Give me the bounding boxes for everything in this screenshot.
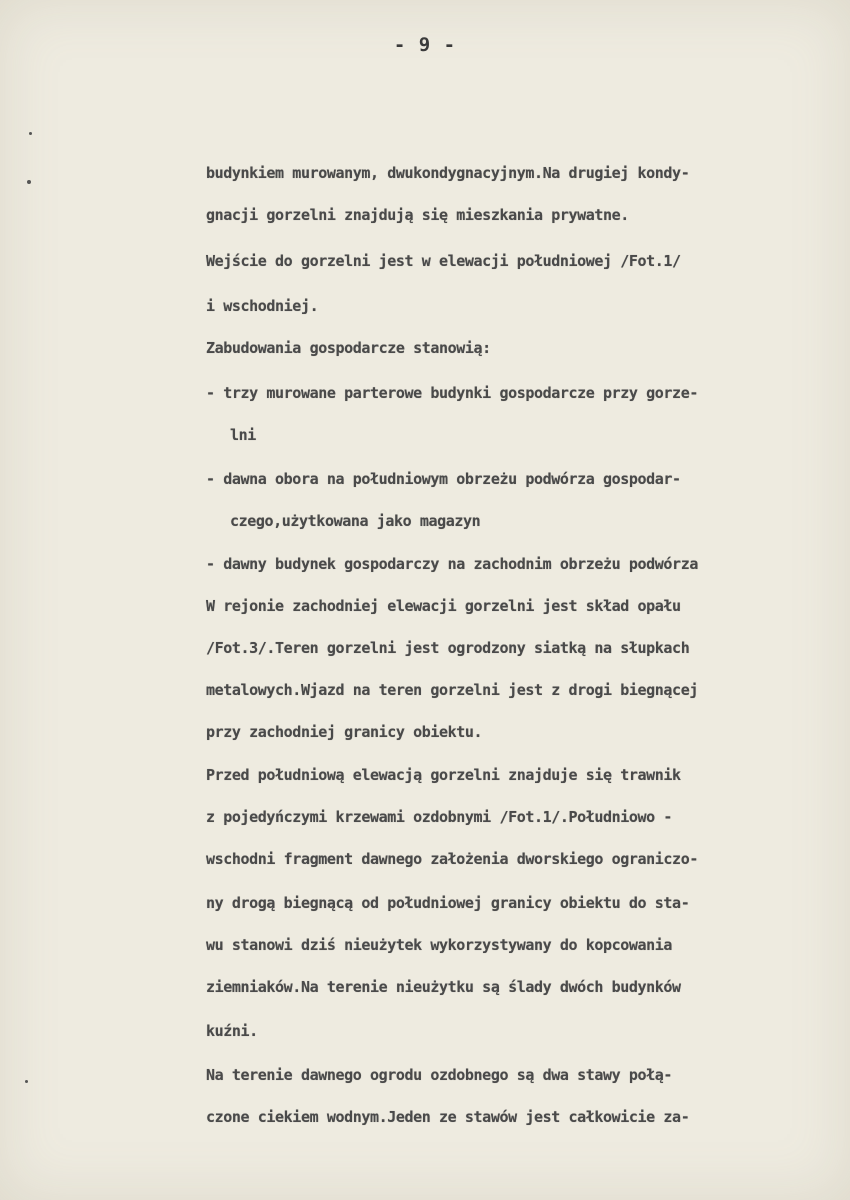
text-line: budynkiem murowanym, dwukondygnacyjnym.Na drugiej kondy-: [206, 164, 690, 182]
text-line: kuźni.: [206, 1022, 258, 1040]
text-line: z pojedyńczymi krzewami ozdobnymi /Fot.1/.Południowo -: [206, 808, 673, 826]
text-line: lni: [230, 426, 256, 444]
text-line: ny drogą biegnącą od południowej granicy obiektu do sta-: [206, 894, 690, 912]
text-line: Na terenie dawnego ogrodu ozdobnego są dwa stawy połą-: [206, 1066, 673, 1084]
text-line: czone ciekiem wodnym.Jeden ze stawów jest całkowicie za-: [206, 1108, 690, 1126]
text-line: - trzy murowane parterowe budynki gospodarcze przy gorze-: [206, 384, 698, 402]
text-line: wschodni fragment dawnego założenia dworskiego ograniczo-: [206, 850, 698, 868]
text-line: W rejonie zachodniej elewacji gorzelni jest skład opału: [206, 597, 681, 615]
text-line: i wschodniej.: [206, 297, 319, 315]
text-line: Przed południową elewacją gorzelni znajduje się trawnik: [206, 766, 681, 784]
text-line: przy zachodniej granicy obiektu.: [206, 723, 483, 741]
text-line: ziemniaków.Na terenie nieużytku są ślady dwóch budynków: [206, 978, 681, 996]
margin-speck: [29, 132, 32, 135]
text-line: wu stanowi dziś nieużytek wykorzystywany do kopcowania: [206, 936, 673, 954]
page-number: - 9 -: [393, 34, 457, 56]
text-line: czego,użytkowana jako magazyn: [230, 512, 481, 530]
margin-speck: [27, 180, 31, 184]
text-line: metalowych.Wjazd na teren gorzelni jest z drogi biegnącej: [206, 681, 698, 699]
text-line: - dawna obora na południowym obrzeżu podwórza gospodar-: [206, 470, 681, 488]
text-line: - dawny budynek gospodarczy na zachodnim obrzeżu podwórza: [206, 555, 698, 573]
text-line: /Fot.3/.Teren gorzelni jest ogrodzony siatką na słupkach: [206, 639, 690, 657]
margin-speck: [25, 1080, 28, 1083]
text-line: Zabudowania gospodarcze stanowią:: [206, 339, 491, 357]
text-line: gnacji gorzelni znajdują się mieszkania prywatne.: [206, 206, 629, 224]
text-line: Wejście do gorzelni jest w elewacji południowej /Fot.1/: [206, 252, 681, 270]
